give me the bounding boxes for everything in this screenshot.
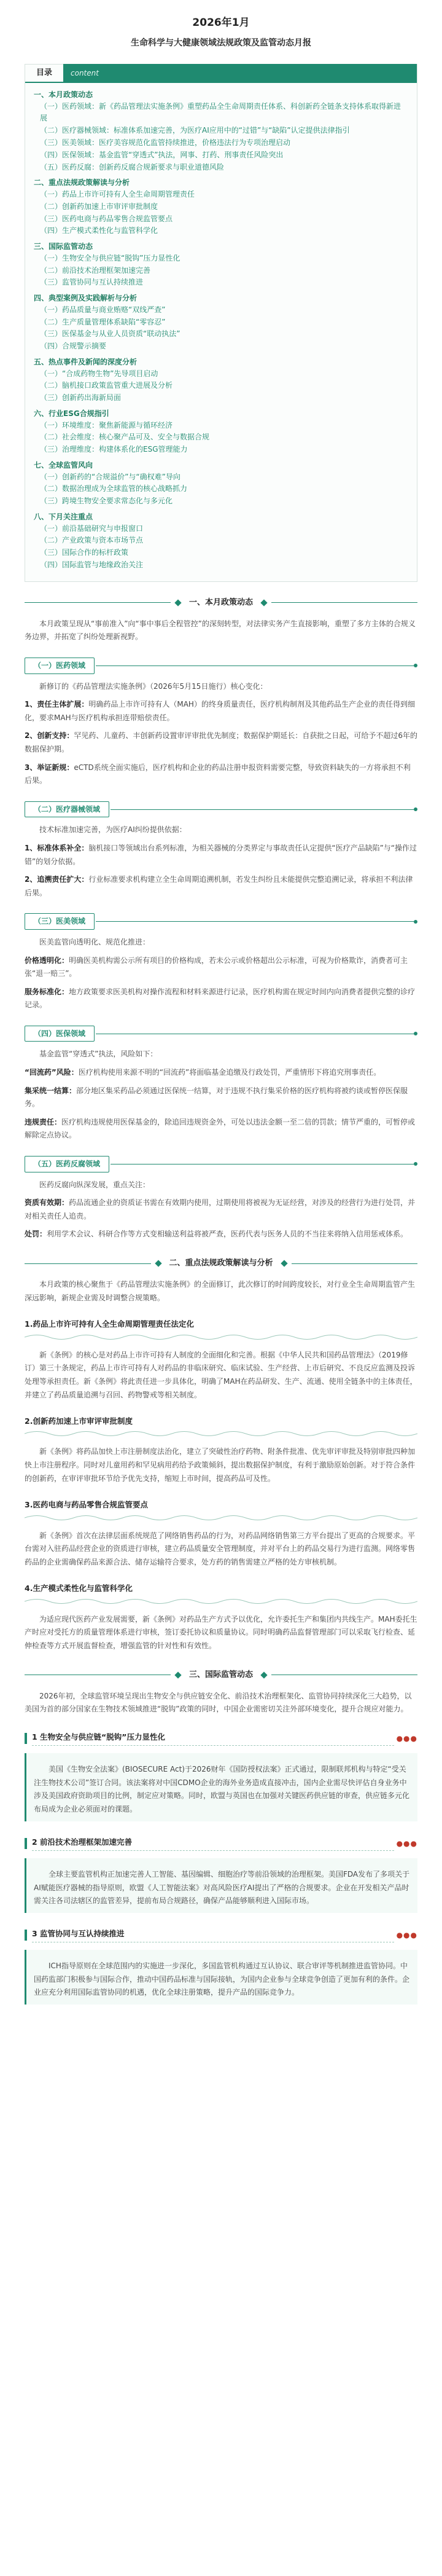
policy-item [25,1085,417,1111]
section-divider-3 [25,1669,417,1681]
subsection-header [25,801,417,818]
policy-item [25,729,417,756]
subsection-title: （三）医美领域 [25,913,95,930]
toc-body [25,83,417,581]
toc-item-link[interactable]: （一）创新药的“合规溢价”与“确权难”导向 [40,472,180,481]
toc-section-link[interactable]: 六、行业ESG合规指引 [34,409,109,418]
section-1-content [0,618,442,1241]
analysis-text: 新《条例》的核心是对药品上市许可持有人制度的全面细化和完善。根据《中华人民共和国药品管理法》（2019修订）第三十条规定，药品上市许可持有人对药品的非临床研究、临床试验、生产经营、上市后研究、不良反应监测及投诉处理等承担责任。新《条例》将此责任进一步具体化，明确了MAH在药品研发、生产、流通、使用全链条中的主体责任，并建立了药品质量追溯与召回、药物警戒等相关制度。 [25,1350,417,1399]
subsection-header [25,1026,417,1042]
intl-heading [25,1836,417,1851]
header-rule [96,921,414,922]
diamond-icon [155,1260,161,1266]
wave-divider [25,1514,417,1522]
policy-item-text: 医疗机构违规使用医保基金的，除追回违规资金外，可处以违法金额一至二倍的罚款；情节严重的，可暂停或解除定点协议。 [25,1117,416,1140]
intl-content-box [25,1753,417,1821]
dots-icon: ●●● [396,1734,417,1743]
toc-section-link[interactable]: 五、热点事件及新闻的深度分析 [34,357,138,366]
policy-item-text: 地方政策要求医美机构对操作流程和材料来源进行记录，医疗机构需在规定时间内向消费者提供完整的诊疗记录。 [25,987,416,1010]
subsection-title: （五）医药反腐领域 [25,1156,109,1172]
dot-icon [414,1162,417,1166]
analysis-heading: 4.生产模式柔性化与监管科学化 [25,1584,133,1593]
section-lead: 本月政策的核心聚焦于《药品管理法实施条例》的全面修订，此次修订的时间跨度较长，对行业全生命周期监管产生深远影响，新规企业需及时调整合规策略。 [25,1280,416,1302]
toc-item-link[interactable]: （二）脑机接口政策监管重大进展及分析 [40,381,173,390]
section-title: 一、本月政策动态 [189,597,254,607]
subsection-intro: 医美监管向透明化、规范化推进： [39,937,150,946]
toc-item-link[interactable]: （一）药品质量与商业贿赂“双线严查” [40,305,166,314]
policy-item-label: 违规责任： [25,1117,62,1126]
policy-item-label: 3、举证新规： [25,763,74,772]
toc-item-link[interactable]: （一）“合成药物生物”先导项目启动 [40,369,158,378]
policy-item-text: 脑机接口等领域出台系列标准，为相关器械的分类界定与事故责任认定提供“医疗产品缺陷”与“操作过错”的划分依据。 [25,843,417,866]
policy-item-label: 价格透明化： [25,956,69,965]
toc-label: 目录 [36,68,52,78]
intl-content-box [25,1950,417,2005]
policy-item-text: 罕见药、儿童药、丰创新药设置审评审批优先制度；数据保护期延长：自获批之日起，可给予不超过6年的数据保护期。 [25,731,417,753]
accent-bar [25,1838,27,1849]
toc-section-link[interactable]: 七、全球监管风向 [34,460,93,469]
policy-item [25,698,417,724]
toc-item-link[interactable]: （二）前沿技术治理框架加速完善 [40,265,151,275]
toc-item-link[interactable]: （三）医保基金与从业人员资质“联动执法” [40,329,180,339]
section-lead: 2026年初，全球监管环境呈现出生物安全与供应链安全化、前沿技术治理框架化、监管协同持续深化三大趋势，以美国为首的部分国家在生物技术领域推进“脱钩”政策的同时，中国企业需密切关注外部环境变化，提升合规应对能力。 [25,1691,412,1714]
policy-item [25,761,417,788]
subsection-intro: 新修订的《药品管理法实施条例》（2026年5月15日施行）核心变化： [39,681,268,691]
report-date: 2026年1月 [192,17,250,29]
analysis-heading: 1.药品上市许可持有人全生命周期管理责任法定化 [25,1319,194,1329]
wave-divider [25,1333,417,1341]
intl-content-box [25,1858,417,1913]
section-2-parts [25,1318,417,1652]
policy-item [25,1196,417,1223]
policy-item-text: 明确药品上市许可持有人（MAH）的终身质量责任，医疗机构制剂及其他药品生产企业的责任得到细化，要求MAH与医疗机构承担连带赔偿责任。 [25,700,415,722]
accent-bar [25,1930,27,1941]
subsection-header [25,1156,417,1172]
toc-item-link[interactable]: （二）生产质量管理体系缺陷“零容忍” [40,317,166,326]
subsection-title: （一）医药领域 [25,658,95,674]
policy-item-text: 行业标准要求机构建立全生命周期追溯机制，若发生纠纷且未能提供完整追溯记录，将承担不利法律后果。 [25,875,413,897]
table-of-contents [25,64,417,582]
policy-item-text: 明确医美机构需公示所有项目的价格构成，若未公示或价格超出公示标准，可视为价格欺诈，消费者可主张“退一赔三”。 [25,956,408,978]
policy-item-text: 部分地区集采药品必须通过医保统一结算，对于违规不执行集采价格的医疗机构将被约谈或暂停医保服务。 [25,1086,408,1109]
toc-item-link[interactable]: （二）创新药加速上市审评审批制度 [40,202,158,211]
intl-heading [25,1731,417,1746]
intl-heading-text: 3 监管协同与互认持续推进 [32,1928,394,1942]
toc-item-link[interactable]: （一）药品上市许可持有人全生命周期管理责任 [40,190,195,198]
policy-item [25,1066,417,1080]
analysis-heading: 3.医药电商与药品零售合规监管要点 [25,1500,148,1510]
policy-item [25,954,417,981]
analysis-heading: 2.创新药加速上市审评审批制度 [25,1416,133,1426]
dot-icon [414,1032,417,1035]
diamond-icon [281,1260,287,1266]
policy-item [25,1228,417,1241]
intl-text: ICH指导原则在全球范围内的实施进一步深化，多国监管机构通过互认协议、联合审评等机制推进监管协同。中国药监部门积极参与国际合作，推动中国药品标准与国际接轨，为国内企业参与全球竞争创造了更加有利的条件。企业应充分利用国际监管协同的机遇，优化全球注册策略，提升产品的国际竞争力。 [34,1961,410,1997]
toc-header [25,65,417,83]
toc-band: content [63,64,417,82]
section-title: 三、国际监管动态 [189,1670,254,1679]
dot-icon [414,920,417,924]
toc-section-link[interactable]: 四、典型案例及实践解析与分析 [34,294,138,303]
policy-item-label: 资质有效期： [25,1198,69,1208]
toc-section-link[interactable]: 二、重点法规政策解读与分析 [34,178,130,187]
policy-item-label: 集采统一结算： [25,1086,77,1095]
analysis-text: 为适应现代医药产业发展需要，新《条例》对药品生产方式予以优化，允许委托生产和集团内共线生产。MAH委托生产时应对受托方的质量管理体系进行审核，签订委托协议和质量协议。同时明确药品监督管理部门可以采取飞行检查、延伸检查等方式开展监督检查，增强监管的针对性和有效性。 [25,1614,417,1650]
toc-item-link[interactable]: （三）跨境生物安全要求常态化与多元化 [40,497,173,506]
policy-item-label: 1、标准体系补全： [25,843,89,852]
policy-item [25,986,417,1012]
dots-icon: ●●● [396,1839,417,1848]
diamond-icon [260,1671,267,1678]
section-title: 二、重点法规政策解读与分析 [169,1259,273,1268]
toc-item-link[interactable]: （三）医美领域：医疗美容规范化监管持续推进，价格违法行为专项治理启动 [40,138,291,147]
toc-item-link[interactable]: （一）前沿基础研究与申报窗口 [40,524,144,533]
toc-item-link[interactable]: （四）医保领域：基金监管“穿透式”执法，网事、打药、刑事责任风险突出 [40,150,284,159]
intl-text: 全球主要监管机构正加速完善人工智能、基因编辑、细胞治疗等前沿领域的治理框架。美国FDA发布了多项关于AI赋能医疗器械的指导原则，欧盟《人工智能法案》对高风险医疗AI提出了严格的合规要求。企业在开发相关产品时需关注各司法辖区的监管差异，提前布局合规路径，确保产品能够顺利进入国际市场。 [34,1870,410,1906]
section-divider-2 [25,1257,417,1270]
section-3-parts [25,1731,417,2005]
subsection-title: （二）医疗器械领域 [25,801,109,818]
policy-item [25,1116,417,1142]
policy-item-text: 医疗机构使用来源不明的“回流药”将面临基金追缴及行政处罚，严重情形下将追究刑事责任。 [78,1068,381,1077]
subsection-title: （四）医保领域 [25,1026,95,1042]
intl-heading-text: 2 前沿技术治理框架加速完善 [32,1836,394,1851]
intl-heading-text: 1 生物安全与供应链“脱钩”压力显性化 [32,1731,394,1746]
toc-item-link[interactable]: （四）国际监管与地缘政治关注 [40,560,144,569]
wave-divider [25,1429,417,1438]
toc-item-link[interactable]: （二）产业政策与资本市场节点 [40,536,144,545]
section-2-content [0,1278,442,1652]
intl-heading [25,1928,417,1942]
header-rule [110,809,414,810]
subsection-intro: 医药反腐向纵深发展，重点关注： [39,1180,150,1189]
dots-icon: ●●● [396,1930,417,1939]
toc-item-link[interactable]: （三）监管协同与互认持续推进 [40,278,144,287]
intl-text: 美国《生物安全法案》(BIOSECURE Act)于2026财年《国防授权法案》正式通过，限制联邦机构与特定“受关注生物技术公司”签订合同。该法案将对中国CDMO企业的海外业务造成直接冲击，国内企业需尽快评估自身业务中涉及美国政府资助项目的比例，制定应对策略。同时，欧盟与英国也在加强对关键医药供应链的审查，供应链多元化布局成为企业必须面对的课题。 [34,1765,410,1814]
subsection-header [25,658,417,674]
toc-item-link[interactable]: （一）环境维度：聚焦新能源与循环经济 [40,420,173,430]
report-title: 生命科学与大健康领域法规政策及监管动态月报 [131,38,311,49]
policy-item-label: 1、责任主体扩展： [25,700,89,709]
toc-section-link[interactable]: 八、下月关注重点 [34,512,93,521]
analysis-text: 新《条例》首次在法律层面系统规范了网络销售药品的行为，对药品网络销售第三方平台提出了更高的合规要求。平台需对入驻药品经营企业的资质进行审核，建立药品质量安全管理制度，并对平台上的药品交易行为进行监测。网络零售药品的企业需确保药品来源合法、储存运输符合要求，处方药的销售需建立严格的处方审核机制。 [25,1531,416,1566]
diamond-icon [260,599,267,606]
section-3-content [0,1690,442,2005]
policy-item-label: 2、追溯责任扩大： [25,875,89,884]
policy-item [25,842,417,868]
subsection-intro: 基金监管“穿透式”执法，风险如下： [39,1050,158,1059]
toc-section-link[interactable]: 三、国际监管动态 [34,242,93,251]
policy-item [25,873,417,900]
toc-item-link[interactable]: （三）医药电商与药品零售合规监管要点 [40,214,173,223]
toc-item-link[interactable]: （五）医药反腐：创新药反腐合规新要求与职业道德风险 [40,162,225,171]
toc-item-link[interactable]: （二）医疗器械领域：标准体系加速完善，为医疗AI应用中的“过错”与“缺陷”认定提供法律指引 [40,126,350,135]
toc-item-link[interactable]: （一）生物安全与供应链“脱钩”压力显性化 [40,253,180,262]
policy-item-label: 处罚： [25,1230,47,1239]
diamond-icon [174,599,181,606]
toc-item-link[interactable]: （四）合规警示摘要 [40,342,107,351]
section-1-boxes [25,658,417,1241]
report-header [0,0,442,50]
toc-item-link[interactable]: （三）治理维度：构建体系化的ESG管理能力 [40,445,188,454]
toc-item-link[interactable]: （二）数据治理成为全球监管的核心战略抓力 [40,484,188,493]
accent-bar [25,1733,27,1744]
policy-item-label: 2、创新支持： [25,731,74,740]
section-lead: 本月政策呈现从“事前准入”向“事中事后全程管控”的深刻转型，对法律实务产生直接影响，重塑了多方主体的合规义务边界，并拓宽了纠纷处理新视野。 [25,619,416,642]
policy-item-text: 药品流通企业的资质证书需在有效期内使用，过期使用将被视为无证经营，对涉及的经营行为进行处罚，并对相关责任人追责。 [25,1198,416,1220]
diamond-icon [174,1671,181,1678]
subsection-intro: 技术标准加速完善，为医疗AI纠纷提供依据： [39,825,187,834]
toc-section-link[interactable]: 一、本月政策动态 [34,90,93,100]
policy-item-text: 利用学术会议、科研合作等方式变相输送利益将被严查，医药代表与医务人员的不当往来将纳入信用惩戒体系。 [47,1230,408,1239]
policy-item-label: 服务标准化： [25,987,69,996]
toc-item-link[interactable]: （三）创新药出海新局面 [40,393,122,402]
dot-icon [414,807,417,811]
policy-item-label: “回流药”风险： [25,1068,79,1077]
section-divider-1 [25,597,417,609]
toc-item-link[interactable]: （三）国际合作的标杆政策 [40,548,129,557]
wave-divider [25,1597,417,1606]
toc-item-link[interactable]: （二）社会维度：核心聚产品可及、安全与数据合规 [40,433,210,442]
toc-item-link[interactable]: （四）生产模式柔性化与监管科学化 [40,226,158,235]
analysis-text: 新《条例》将药品加快上市注册制度法治化，建立了突破性治疗药物、附条件批准、优先审评审批及特别审批四种加快上市注册程序。同时对儿童用药和罕见病用药给予政策倾斜，提出数据保护制度，有利于激励原始创新。对于符合条件的创新药，在审评审批环节给予优先支持，缩短上市时间，提高药品可及性。 [25,1447,416,1483]
subsection-header [25,913,417,930]
toc-item-link[interactable]: （一）医药领域：新《药品管理法实施条例》重塑药品全生命周期责任体系、科创新药全链条支持体系取得新进展 [40,101,401,123]
policy-item-text: eCTD系统全面实施后，医疗机构和企业的药品注册申报资料需要完整，导致资料缺失的一方将承担不利后果。 [25,763,411,785]
dot-icon [414,664,417,667]
